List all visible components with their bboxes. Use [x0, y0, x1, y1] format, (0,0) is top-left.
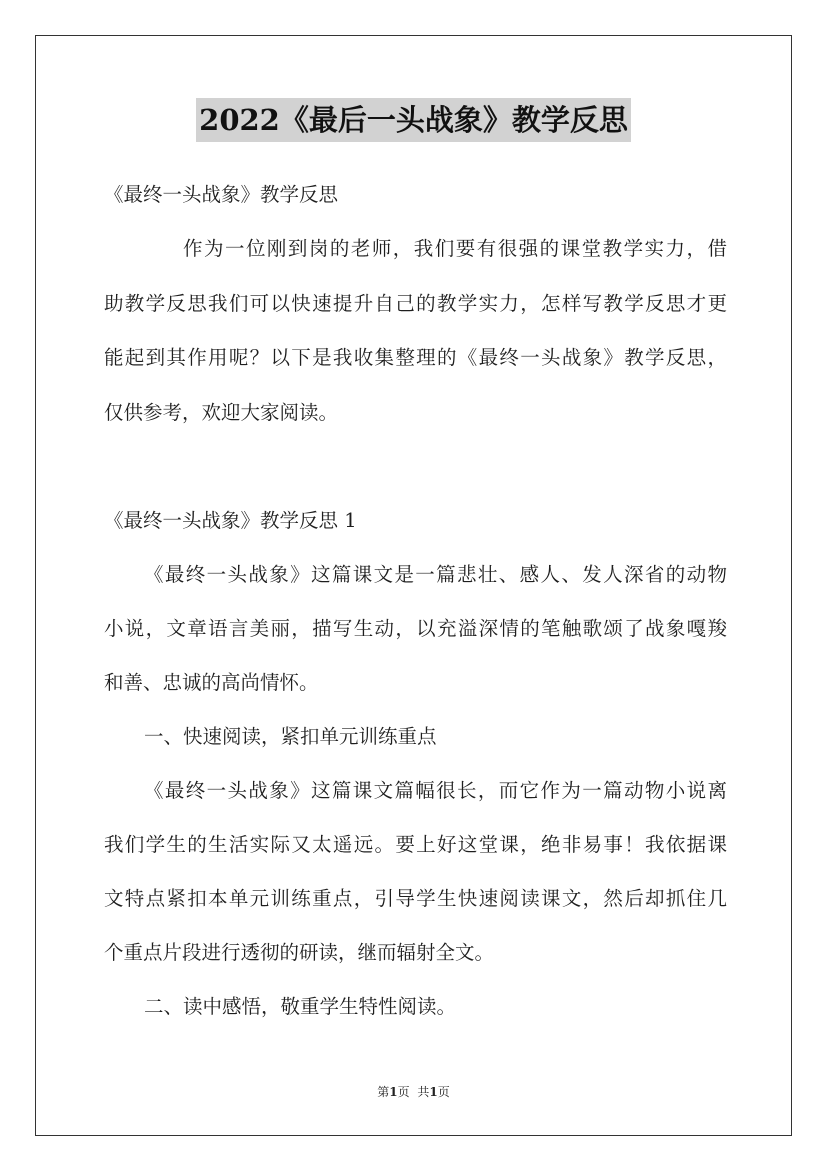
para1-line-2: 小说，文章语言美丽，描写生动，以充溢深情的笔触歌颂了战象嘎羧	[104, 617, 727, 640]
para1-line-3: 和善、忠诚的高尚情怀。	[104, 671, 319, 694]
para1-line-1: 《最终一头战象》这篇课文是一篇悲壮、感人、发人深省的动物	[144, 563, 727, 586]
footer-page-prefix: 第	[377, 1085, 390, 1099]
title-container	[0, 98, 827, 142]
footer-total-prefix: 共	[417, 1085, 430, 1099]
section-heading-1: 《最终一头战象》教学反思 1	[104, 509, 357, 532]
footer-total-number: 1	[429, 1085, 438, 1099]
document-title: 2022《最后一头战象》教学反思	[196, 98, 631, 142]
page-footer	[0, 1084, 827, 1100]
para2-line-3: 文特点紧扣本单元训练重点，引导学生快速阅读课文，然后却抓住几	[104, 887, 727, 910]
footer-page-number: 1	[389, 1085, 398, 1099]
para2-line-1: 《最终一头战象》这篇课文篇幅很长，而它作为一篇动物小说离	[144, 779, 727, 802]
point-2: 二、读中感悟，敬重学生特性阅读。	[144, 995, 457, 1018]
intro-line-3: 能起到其作用呢？以下是我收集整理的《最终一头战象》教学反思，	[104, 346, 727, 369]
footer-page-suffix: 页	[397, 1085, 410, 1099]
intro-line-1: 作为一位刚到岗的老师，我们要有很强的课堂教学实力，借	[183, 237, 727, 260]
para2-line-2: 我们学生的生活实际又太遥远。要上好这堂课，绝非易事！我依据课	[104, 833, 727, 856]
intro-line-2: 助教学反思我们可以快速提升自己的教学实力，怎样写教学反思才更	[104, 292, 727, 315]
footer-total-suffix: 页	[437, 1085, 450, 1099]
point-1: 一、快速阅读，紧扣单元训练重点	[144, 725, 437, 748]
intro-line-4: 仅供参考，欢迎大家阅读。	[104, 401, 339, 424]
para2-line-4: 个重点片段进行透彻的研读，继而辐射全文。	[104, 941, 495, 964]
subheading: 《最终一头战象》教学反思	[104, 183, 339, 206]
